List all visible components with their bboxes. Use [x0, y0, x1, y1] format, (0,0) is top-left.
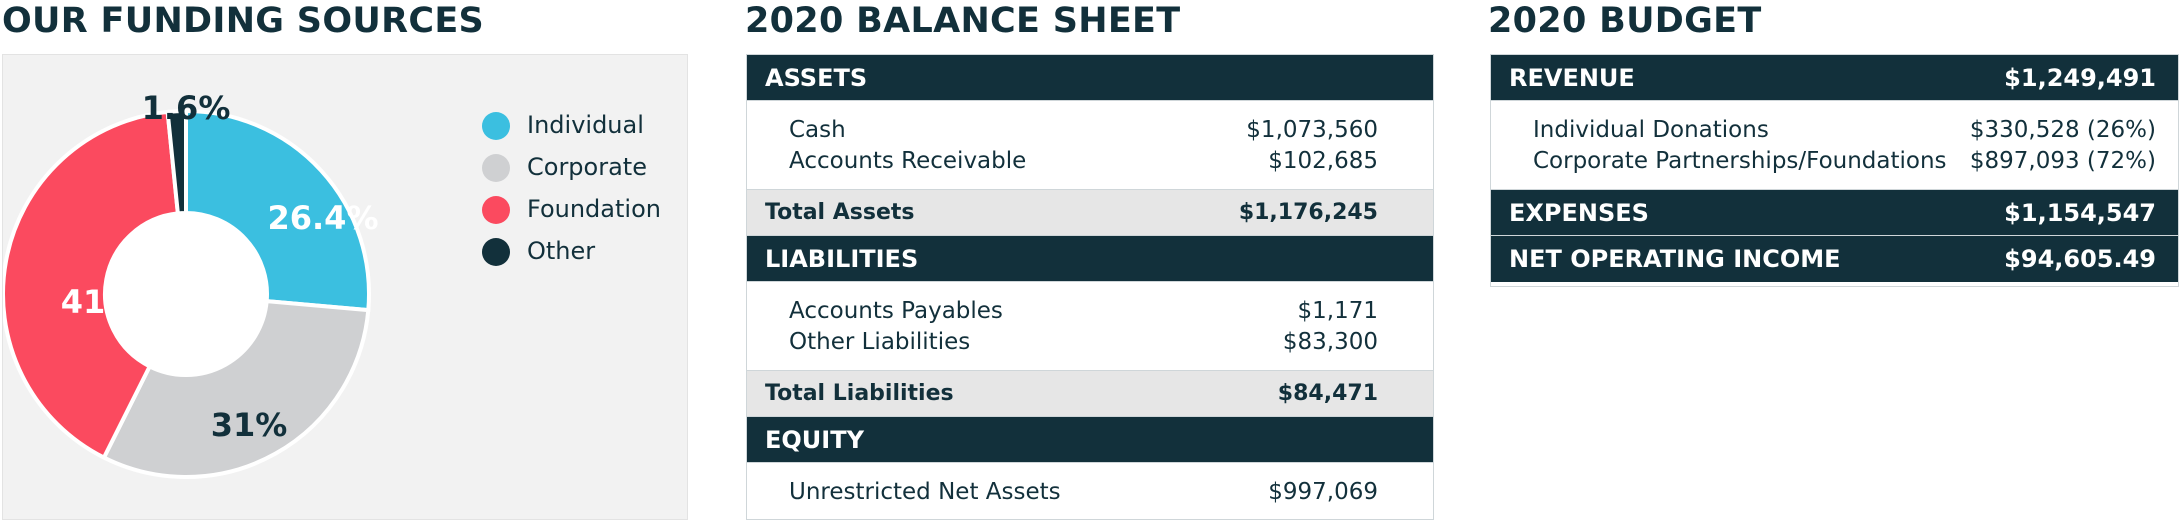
row-label: Unrestricted Net Assets	[789, 479, 1061, 505]
budget-table	[1490, 54, 2179, 287]
expenses-header	[1491, 190, 2178, 236]
total-assets-value: $1,176,245	[1238, 200, 1378, 225]
row-value: $997,069	[1268, 479, 1378, 505]
net-income-value: $94,605.49	[2004, 245, 2156, 273]
row-label: Accounts Payables	[789, 298, 1003, 324]
assets-header-label: ASSETS	[765, 63, 868, 92]
row-value: $897,093 (72%)	[1969, 148, 2156, 174]
row-value: $1,073,560	[1246, 117, 1378, 143]
funding-sources-heading: OUR FUNDING SOURCES	[2, 1, 485, 41]
net-income-label: NET OPERATING INCOME	[1509, 245, 1841, 273]
expenses-label: EXPENSES	[1509, 198, 1649, 227]
total-assets-label: Total Assets	[765, 200, 915, 225]
total-liabilities-label: Total Liabilities	[765, 381, 954, 406]
legend-swatch-individual	[482, 112, 510, 140]
table-row	[1533, 115, 2156, 146]
funding-chart-panel	[2, 54, 688, 520]
row-value: $83,300	[1282, 329, 1378, 355]
row-value: $102,685	[1268, 148, 1378, 174]
data-label-other: 1.6%	[141, 89, 231, 127]
equity-header	[747, 417, 1433, 463]
total-liabilities-row	[747, 371, 1433, 417]
liabilities-header	[747, 236, 1433, 282]
legend-label-foundation: Foundation	[527, 195, 661, 223]
table-row	[789, 146, 1378, 177]
revenue-header	[1491, 55, 2178, 101]
expenses-value: $1,154,547	[2004, 198, 2156, 227]
assets-header	[747, 55, 1433, 101]
legend-label-other: Other	[527, 237, 596, 265]
data-label-corporate: 31%	[210, 406, 288, 444]
legend-swatch-other	[482, 238, 510, 266]
table-row	[789, 296, 1378, 327]
legend-swatch-corporate	[482, 154, 510, 182]
revenue-rows	[1491, 101, 2178, 190]
liabilities-header-label: LIABILITIES	[765, 244, 919, 273]
revenue-label: REVENUE	[1509, 63, 1635, 92]
row-value: $330,528 (26%)	[1969, 117, 2156, 143]
assets-rows	[747, 101, 1433, 190]
table-row	[789, 327, 1378, 358]
row-label: Corporate Partnerships/Foundations	[1533, 148, 1947, 174]
table-row	[1533, 146, 2156, 177]
liabilities-rows	[747, 282, 1433, 371]
row-label: Individual Donations	[1533, 117, 1769, 143]
total-liabilities-value: $84,471	[1277, 381, 1378, 406]
revenue-value: $1,249,491	[2004, 63, 2156, 92]
row-label: Other Liabilities	[789, 329, 971, 355]
equity-header-label: EQUITY	[765, 425, 864, 454]
legend-label-corporate: Corporate	[527, 153, 647, 181]
total-assets-row	[747, 190, 1433, 236]
legend-label-individual: Individual	[527, 111, 644, 139]
data-label-foundation: 41%	[60, 283, 138, 321]
balance-sheet-table	[746, 54, 1434, 520]
equity-rows	[747, 463, 1433, 520]
data-label-individual: 26.4%	[267, 199, 379, 237]
row-label: Accounts Receivable	[789, 148, 1027, 174]
legend-swatch-foundation	[482, 196, 510, 224]
funding-donut-chart	[3, 55, 689, 521]
net-income-header	[1491, 236, 2178, 282]
budget-heading: 2020 BUDGET	[1488, 1, 1762, 41]
table-row	[789, 115, 1378, 146]
balance-sheet-heading: 2020 BALANCE SHEET	[745, 1, 1181, 41]
table-row	[789, 477, 1378, 508]
row-label: Cash	[789, 117, 846, 143]
row-value: $1,171	[1297, 298, 1378, 324]
